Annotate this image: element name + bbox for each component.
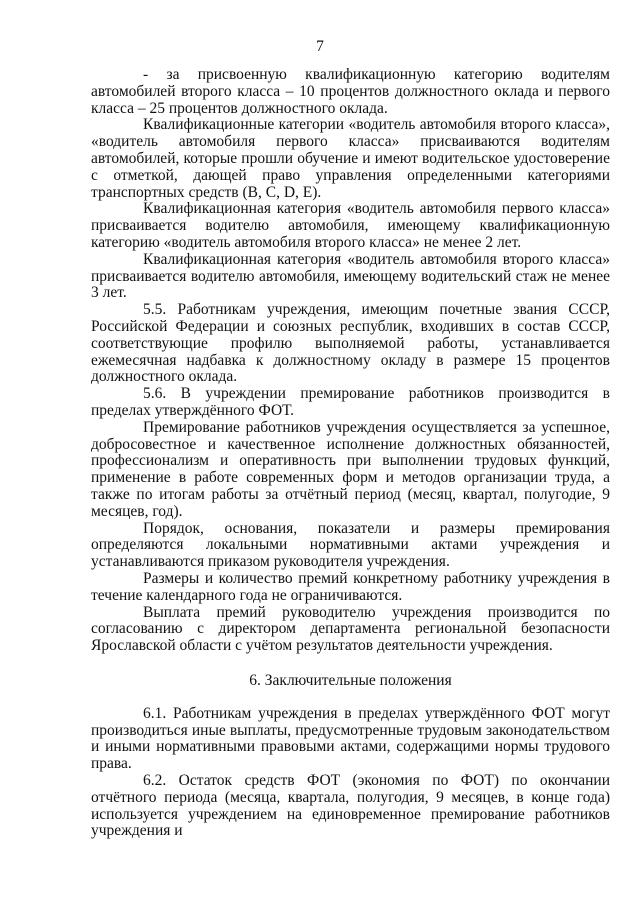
document-body bbox=[91, 67, 610, 840]
paragraph-first-class-category: Квалификационная категория «водитель автомобиля первого класса» присваивается водителю автомобиля, имеющему квалификационную категорию «водитель автомобиля второго класса» не менее 2 лет. bbox=[91, 200, 610, 251]
paragraph-6-2-payroll-savings: 6.2. Остаток средств ФОТ (экономия по ФОТ) по окончании отчётного периода (месяца, квартала, полугодия, 9 месяцев, в конце года) используется учреждением на единовременное премирование работников учреждения и bbox=[91, 772, 610, 840]
paragraph-5-5-honorary-titles: 5.5. Работникам учреждения, имеющим почетные звания СССР, Российской Федерации и союзных республик, входивших в состав СССР, соответствующие профилю выполняемой работы, устанавливается ежемесячная надбавка к должностному окладу в размере 15 процентов должностного оклада. bbox=[91, 301, 610, 386]
paragraph-second-class-category: Квалификационная категория «водитель автомобиля второго класса» присваивается водителю автомобиля, имеющему водительский стаж не менее 3 лет. bbox=[91, 250, 610, 302]
paragraph-bonus-procedure: Порядок, основания, показатели и размеры премирования определяются локальными нормативными актами учреждения и устанавливаются приказом руководителя учреждения. bbox=[91, 519, 610, 571]
section-heading-final-provisions: 6. Заключительные положения bbox=[249, 671, 452, 689]
page-number: 7 bbox=[316, 38, 324, 55]
paragraph-bonus-criteria: Премирование работников учреждения осуществляется за успешное, добросовестное и качественное исполнение должностных обязанностей, профессионализм и оперативность при выполнении трудовых функций, применение в работе современных форм и методов организации труда, а также по итогам работы за отчётный период (месяц, квартал, полугодие, 9 месяцев, год). bbox=[91, 418, 610, 520]
paragraph-bonus-limits: Размеры и количество премий конкретному работнику учреждения в течение календарного года не ограничиваются. bbox=[91, 569, 610, 604]
paragraph-5-6-bonuses: 5.6. В учреждении премирование работников производится в пределах утверждённого ФОТ. bbox=[91, 385, 610, 419]
paragraph-6-1-other-payments: 6.1. Работникам учреждения в пределах утверждённого ФОТ могут производиться иные выплаты, предусмотренные трудовым законодательством и иными нормативными правовыми актами, содержащими нормы трудового права. bbox=[91, 704, 610, 773]
paragraph-qualification-categories: Квалификационные категории «водитель автомобиля второго класса», «водитель автомобиля первого класса» присваиваются водителям автомобилей, которые прошли обучение и имеют водительское удостоверение с отметкой, дающей право управления определенными категориями транспортных средств (B, C, D, E). bbox=[91, 116, 610, 201]
paragraph-driver-category-bonus: - за присвоенную квалификационную категорию водителям автомобилей второго класса – 10 процентов должностного оклада и первого класса – 25 процентов должностного оклада. bbox=[91, 66, 610, 117]
paragraph-director-bonus: Выплата премий руководителю учреждения производится по согласованию с директором департамента региональной безопасности Ярославской области с учётом результатов деятельности учреждения. bbox=[91, 603, 610, 655]
